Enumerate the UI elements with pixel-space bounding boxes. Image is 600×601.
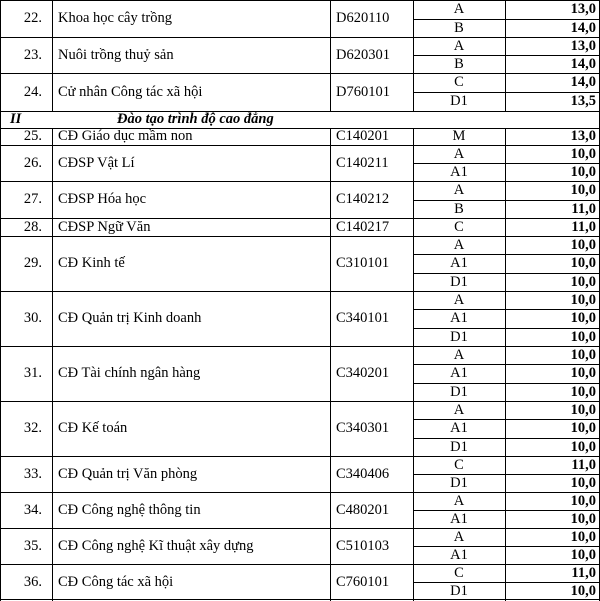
exam-block: A — [453, 492, 465, 509]
exam-block: A — [453, 528, 465, 545]
program-code: C310101 — [336, 255, 390, 272]
exam-block: D1 — [450, 328, 468, 345]
row-number: 33. — [23, 465, 42, 482]
program-name: Khoa học cây trồng — [58, 10, 172, 27]
score-value: 11,0 — [571, 218, 596, 235]
column-divider — [413, 128, 414, 601]
row-number: 22. — [23, 10, 42, 27]
exam-block: A — [453, 37, 465, 54]
column-divider — [330, 128, 331, 601]
exam-block: A1 — [450, 310, 468, 327]
exam-block: A — [453, 182, 465, 198]
score-value: 10,0 — [570, 474, 596, 491]
score-value: 14,0 — [570, 74, 596, 91]
program-name: CĐ Kế toán — [58, 420, 128, 437]
score-value: 10,0 — [570, 401, 596, 418]
score-value: 10,0 — [570, 236, 596, 253]
exam-block: C — [454, 74, 464, 91]
exam-block: A — [453, 346, 465, 363]
section-number: II — [10, 111, 22, 127]
exam-block: A — [453, 401, 465, 418]
program-code: C140212 — [336, 191, 390, 208]
program-name: CĐ Kinh tế — [58, 255, 125, 272]
exam-block: A1 — [450, 546, 468, 563]
score-value: 10,0 — [570, 383, 596, 400]
exam-block: M — [452, 128, 466, 145]
exam-block: B — [454, 55, 464, 72]
score-value: 10,0 — [570, 438, 596, 455]
row-number: 32. — [23, 420, 42, 437]
program-name: CĐ Công nghệ Kĩ thuật xây dựng — [58, 537, 254, 554]
row-number: 27. — [23, 191, 42, 208]
program-code: D620110 — [336, 10, 390, 27]
exam-block: A — [453, 236, 465, 253]
score-value: 11,0 — [571, 200, 596, 217]
exam-block: C — [454, 564, 464, 581]
score-value: 10,0 — [570, 163, 596, 180]
score-value: 10,0 — [570, 145, 596, 162]
program-code: C340406 — [336, 465, 390, 482]
program-code: D620301 — [336, 46, 390, 63]
score-value: 11,0 — [571, 564, 596, 581]
exam-block: A1 — [450, 163, 468, 180]
section-top-border — [0, 111, 600, 112]
program-name: CĐSP Ngữ Văn — [58, 218, 151, 235]
score-value: 14,0 — [570, 55, 596, 72]
exam-block: B — [454, 200, 464, 217]
exam-block: D1 — [450, 273, 468, 290]
exam-block: B — [454, 19, 464, 36]
row-number: 35. — [23, 537, 42, 554]
program-name: CĐ Tài chính ngân hàng — [58, 365, 201, 382]
program-code: C510103 — [336, 537, 390, 554]
score-value: 10,0 — [570, 310, 596, 327]
row-number: 30. — [23, 310, 42, 327]
column-divider — [330, 0, 331, 112]
program-name: CĐSP Vật Lí — [58, 154, 135, 171]
column-divider — [413, 0, 414, 112]
program-name: CĐ Công nghệ thông tin — [58, 501, 201, 518]
score-value: 10,0 — [570, 291, 596, 308]
program-name: CĐ Quản trị Kinh doanh — [58, 310, 202, 327]
exam-block: D1 — [450, 474, 468, 491]
exam-block: A — [453, 145, 465, 162]
row-number: 29. — [23, 255, 42, 272]
score-value: 13,5 — [570, 93, 596, 110]
exam-block: A — [453, 291, 465, 308]
exam-block: D1 — [450, 93, 468, 110]
exam-block: A1 — [450, 365, 468, 382]
score-value: 10,0 — [570, 582, 596, 599]
score-value: 13,0 — [570, 1, 596, 17]
score-value: 10,0 — [570, 510, 596, 527]
score-value: 10,0 — [570, 255, 596, 272]
column-divider — [505, 0, 506, 112]
program-name: Nuôi trồng thuỷ sản — [58, 46, 174, 63]
exam-block: A1 — [450, 510, 468, 527]
score-value: 10,0 — [570, 273, 596, 290]
score-value: 10,0 — [570, 365, 596, 382]
program-code: C760101 — [336, 573, 390, 590]
exam-block: D1 — [450, 383, 468, 400]
program-name: Cử nhân Công tác xã hội — [58, 83, 203, 100]
score-value: 14,0 — [570, 19, 596, 36]
score-value: 11,0 — [571, 456, 596, 473]
row-number: 23. — [23, 46, 42, 63]
score-value: 10,0 — [570, 328, 596, 345]
program-code: C140201 — [336, 128, 390, 145]
exam-block: A1 — [450, 255, 468, 272]
exam-block: D1 — [450, 582, 468, 599]
score-value: 13,0 — [570, 128, 596, 145]
table-left-border — [0, 0, 1, 601]
program-code: C340301 — [336, 420, 390, 437]
exam-block: A — [453, 1, 465, 17]
score-value: 10,0 — [570, 182, 596, 198]
score-value: 10,0 — [570, 420, 596, 437]
program-name: CĐ Quản trị Văn phòng — [58, 465, 198, 482]
column-divider — [505, 128, 506, 601]
exam-block: C — [454, 456, 464, 473]
program-code: C480201 — [336, 501, 390, 518]
row-number: 28. — [23, 218, 42, 235]
exam-block: A1 — [450, 420, 468, 437]
column-divider — [52, 128, 53, 601]
program-code: C340101 — [336, 310, 390, 327]
program-code: C340201 — [336, 365, 390, 382]
program-code: C140217 — [336, 218, 390, 235]
program-name: CĐ Công tác xã hội — [58, 573, 174, 590]
section-title: Đào tạo trình độ cao đẳng — [117, 111, 274, 127]
program-name: CĐSP Hóa học — [58, 191, 147, 208]
score-value: 10,0 — [570, 346, 596, 363]
row-number: 26. — [23, 154, 42, 171]
program-code: D760101 — [336, 83, 390, 100]
score-value: 10,0 — [570, 546, 596, 563]
program-name: CĐ Giáo dục mầm non — [58, 128, 193, 145]
program-code: C140211 — [336, 154, 389, 171]
row-number: 31. — [23, 365, 42, 382]
row-number: 24. — [23, 83, 42, 100]
row-number: 25. — [23, 128, 42, 145]
exam-block: D1 — [450, 438, 468, 455]
column-divider — [52, 0, 53, 112]
score-value: 10,0 — [570, 492, 596, 509]
row-number: 36. — [23, 573, 42, 590]
row-number: 34. — [23, 501, 42, 518]
score-value: 13,0 — [570, 37, 596, 54]
exam-block: C — [454, 218, 464, 235]
score-value: 10,0 — [570, 528, 596, 545]
